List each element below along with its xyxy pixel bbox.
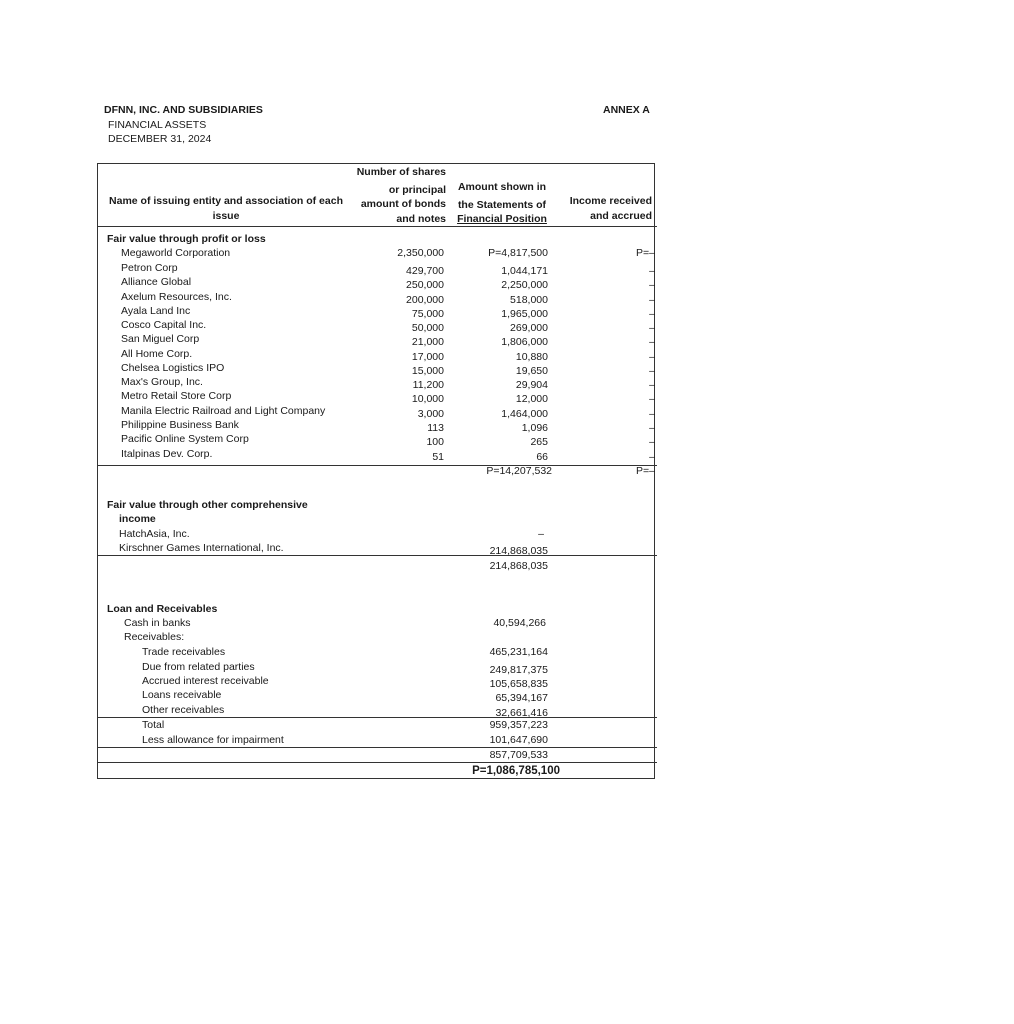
income-value: – [649, 436, 655, 448]
column-header-income-line: Income received [569, 195, 652, 207]
column-header-shares [350, 165, 446, 226]
amount-value: 518,000 [510, 294, 548, 306]
shares-value: 3,000 [417, 408, 444, 420]
entity-name: Alliance Global [121, 276, 192, 288]
fvoci-divider [97, 555, 657, 556]
table-row [0, 541, 1014, 555]
net-divider [97, 762, 657, 763]
section-heading-text: income [119, 513, 156, 525]
column-header-shares-line: or principal [388, 183, 446, 196]
table-row [0, 389, 1014, 403]
table-row [0, 361, 1014, 375]
table-row [0, 630, 1014, 644]
table-row [0, 733, 1014, 747]
table-row [0, 290, 1014, 304]
receivable-name: Accrued interest receivable [142, 675, 269, 687]
table-row [0, 246, 1014, 260]
income-value: – [649, 294, 655, 306]
table-row [0, 660, 1014, 674]
shares-value: 17,000 [411, 351, 444, 363]
receivable-amount: 249,817,375 [489, 664, 548, 676]
shares-value: 250,000 [406, 279, 444, 291]
table-row [0, 347, 1014, 361]
shares-value: 75,000 [411, 308, 444, 320]
table-row [0, 645, 1014, 659]
annex-label: ANNEX A [603, 104, 650, 116]
table-row [0, 527, 1014, 541]
column-header-income [560, 194, 652, 223]
entity-name: Kirschner Games International, Inc. [119, 542, 284, 554]
amount-value: 265 [530, 436, 548, 448]
shares-value: 50,000 [411, 322, 444, 334]
table-row [0, 432, 1014, 446]
grand-total-row [0, 764, 1014, 778]
receivables-label: Receivables: [124, 631, 185, 643]
table-row [0, 275, 1014, 289]
company-name: DFNN, INC. AND SUBSIDIARIES [104, 104, 263, 116]
column-header-amount-line: the Statements of [457, 198, 547, 211]
column-header-amount-line: Financial Position [457, 213, 547, 225]
income-value: P=– [636, 247, 655, 259]
entity-name: Chelsea Logistics IPO [121, 362, 225, 374]
entity-name: San Miguel Corp [121, 333, 200, 345]
section-heading-fvpl [0, 232, 1014, 246]
column-header-amount-line: Amount shown in [457, 181, 547, 193]
net-receivables-amount: 857,709,533 [489, 749, 548, 761]
entity-name: Pacific Online System Corp [121, 433, 249, 445]
amount-value: 1,965,000 [501, 308, 548, 320]
shares-value: 15,000 [411, 365, 444, 377]
amount-value: 269,000 [510, 322, 548, 334]
amount-value: 214,868,035 [489, 545, 548, 557]
receivable-amount: 465,231,164 [489, 646, 548, 658]
fvpl-total-income: P=– [636, 465, 655, 477]
shares-value: 21,000 [411, 336, 444, 348]
table-row [0, 375, 1014, 389]
income-value: – [649, 408, 655, 420]
table-row [0, 703, 1014, 717]
fvpl-total-amount: P=14,207,532 [486, 465, 552, 477]
table-row [0, 674, 1014, 688]
amount-value: 1,806,000 [501, 336, 548, 348]
table-row [0, 616, 1014, 630]
section-heading-text: Fair value through profit or loss [107, 233, 266, 245]
report-date: DECEMBER 31, 2024 [108, 133, 212, 145]
table-row [0, 748, 1014, 762]
fvoci-total-amount: 214,868,035 [489, 560, 548, 572]
cash-amount: 40,594,266 [493, 617, 546, 629]
section-heading-text: Loan and Receivables [107, 603, 218, 615]
table-row [0, 404, 1014, 418]
amount-value: 1,464,000 [501, 408, 548, 420]
shares-value: 429,700 [406, 265, 444, 277]
income-value: – [649, 351, 655, 363]
header-divider [97, 226, 657, 227]
receivables-total-amount: 959,357,223 [489, 719, 548, 731]
receivable-name: Other receivables [142, 704, 225, 716]
entity-name: Megaworld Corporation [121, 247, 231, 259]
amount-value: 1,096 [521, 422, 548, 434]
table-row [0, 718, 1014, 732]
table-row [0, 304, 1014, 318]
column-header-shares-line: and notes [396, 212, 446, 225]
receivable-amount: 105,658,835 [489, 678, 548, 690]
table-row [0, 318, 1014, 332]
shares-value: 51 [432, 451, 444, 463]
income-value: – [649, 365, 655, 377]
amount-value: P=4,817,500 [488, 247, 548, 259]
section-heading-text: Fair value through other comprehensive [107, 499, 308, 511]
table-row [0, 688, 1014, 702]
entity-name: Axelum Resources, Inc. [121, 291, 232, 303]
shares-value: 2,350,000 [397, 247, 444, 259]
income-value: – [649, 265, 655, 277]
shares-value: 200,000 [406, 294, 444, 306]
report-title: FINANCIAL ASSETS [108, 119, 207, 131]
fvoci-total-row [0, 559, 1014, 573]
table-row [0, 447, 1014, 461]
amount-value: 12,000 [515, 393, 548, 405]
amount-value: – [538, 528, 544, 540]
entity-name: Max's Group, Inc. [121, 376, 203, 388]
entity-name: HatchAsia, Inc. [119, 528, 190, 540]
income-value: – [649, 279, 655, 291]
receivables-total-label: Total [142, 719, 165, 731]
section-heading-fvoci [0, 498, 1014, 512]
income-value: – [649, 322, 655, 334]
shares-value: 113 [427, 422, 444, 434]
income-value: – [649, 422, 655, 434]
entity-name: Cosco Capital Inc. [121, 319, 207, 331]
amount-value: 1,044,171 [501, 265, 548, 277]
column-header-income-line: and accrued [590, 209, 652, 222]
table-row [0, 418, 1014, 432]
entity-name: Petron Corp [121, 262, 178, 274]
amount-value: 29,904 [515, 379, 548, 391]
income-value: – [649, 379, 655, 391]
column-header-amount [452, 180, 552, 227]
amount-value: 66 [536, 451, 548, 463]
receivable-name: Due from related parties [142, 661, 255, 673]
column-header-shares-line: Number of shares [356, 166, 446, 178]
section-heading-loans [0, 602, 1014, 616]
shares-value: 100 [426, 436, 444, 448]
cash-label: Cash in banks [124, 617, 191, 629]
entity-name: Metro Retail Store Corp [121, 390, 232, 402]
table-row [0, 261, 1014, 275]
amount-value: 2,250,000 [501, 279, 548, 291]
entity-name: Manila Electric Railroad and Light Company [121, 405, 326, 417]
receivable-name: Trade receivables [142, 646, 226, 658]
column-header-name-line: Name of issuing entity and association of each [109, 195, 343, 207]
shares-value: 11,200 [412, 379, 444, 391]
receivable-amount: 65,394,167 [495, 692, 548, 704]
amount-value: 19,650 [515, 365, 548, 377]
income-value: – [649, 451, 655, 463]
amount-value: 10,880 [515, 351, 548, 363]
receivable-amount: 32,661,416 [495, 707, 548, 719]
entity-name: All Home Corp. [121, 348, 193, 360]
allowance-label: Less allowance for impairment [142, 734, 284, 746]
column-header-name-line: issue [212, 209, 240, 222]
shares-value: 10,000 [411, 393, 444, 405]
column-header-shares-line: amount of bonds [360, 198, 446, 210]
column-header-name [106, 194, 346, 223]
income-value: – [649, 308, 655, 320]
table-row [0, 332, 1014, 346]
grand-total-amount: P=1,086,785,100 [472, 765, 560, 777]
allowance-amount: 101,647,690 [489, 734, 548, 746]
entity-name: Philippine Business Bank [121, 419, 239, 431]
section-heading-fvoci-cont [0, 512, 1014, 526]
receivable-name: Loans receivable [142, 689, 222, 701]
income-value: – [649, 393, 655, 405]
income-value: – [649, 336, 655, 348]
entity-name: Ayala Land Inc [121, 305, 191, 317]
fvpl-total-row [0, 464, 1014, 478]
entity-name: Italpinas Dev. Corp. [121, 448, 213, 460]
